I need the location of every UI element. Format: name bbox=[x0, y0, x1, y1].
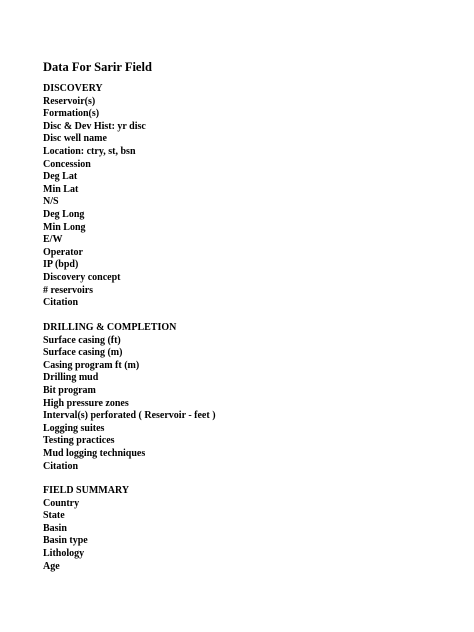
field-age: Age bbox=[43, 560, 60, 572]
field-basin-type: Basin type bbox=[43, 535, 88, 547]
field-concession: Concession bbox=[43, 158, 91, 170]
field-reservoirs: Reservoir(s) bbox=[43, 95, 96, 107]
field-drilling-citation: Citation bbox=[43, 460, 78, 472]
field-num-reservoirs: # reservoirs bbox=[43, 284, 94, 296]
drilling-completion-section bbox=[43, 322, 216, 473]
field-discovery-citation: Citation bbox=[43, 297, 78, 309]
field-deg-long: Deg Long bbox=[43, 208, 85, 220]
field-casing-program: Casing program ft (m) bbox=[43, 359, 140, 371]
field-summary-section bbox=[43, 485, 129, 573]
field-ew: E/W bbox=[43, 234, 63, 246]
field-ip-bpd: IP (bpd) bbox=[43, 259, 79, 271]
field-basin: Basin bbox=[43, 522, 67, 534]
field-location: Location: ctry, st, bsn bbox=[43, 145, 136, 157]
field-min-lat: Min Lat bbox=[43, 183, 79, 195]
section-heading-summary: FIELD SUMMARY bbox=[43, 485, 130, 496]
field-country: Country bbox=[43, 497, 80, 509]
section-heading-drilling: DRILLING & COMPLETION bbox=[43, 322, 177, 333]
discovery-section bbox=[43, 83, 146, 310]
field-surface-casing-ft: Surface casing (ft) bbox=[43, 334, 121, 346]
document-title: Data For Sarir Field bbox=[43, 60, 152, 74]
field-deg-lat: Deg Lat bbox=[43, 171, 78, 183]
field-testing-practices: Testing practices bbox=[43, 435, 115, 447]
field-ns: N/S bbox=[43, 196, 59, 208]
field-formations: Formation(s) bbox=[43, 108, 100, 120]
field-lithology: Lithology bbox=[43, 547, 85, 559]
field-disc-well-name: Disc well name bbox=[43, 133, 107, 145]
field-bit-program: Bit program bbox=[43, 384, 96, 396]
field-state: State bbox=[43, 510, 65, 522]
section-heading-discovery: DISCOVERY bbox=[43, 83, 103, 94]
field-mud-logging-techniques: Mud logging techniques bbox=[43, 447, 146, 459]
field-discovery-concept: Discovery concept bbox=[43, 271, 121, 283]
field-drilling-mud: Drilling mud bbox=[43, 372, 99, 384]
field-high-pressure-zones: High pressure zones bbox=[43, 397, 129, 409]
field-disc-dev-hist: Disc & Dev Hist: yr disc bbox=[43, 120, 146, 132]
field-intervals-perforated: Interval(s) perforated ( Reservoir - feet ) bbox=[43, 410, 216, 422]
field-logging-suites: Logging suites bbox=[43, 422, 105, 434]
field-surface-casing-m: Surface casing (m) bbox=[43, 347, 123, 359]
field-operator: Operator bbox=[43, 246, 83, 258]
field-min-long: Min Long bbox=[43, 221, 86, 233]
